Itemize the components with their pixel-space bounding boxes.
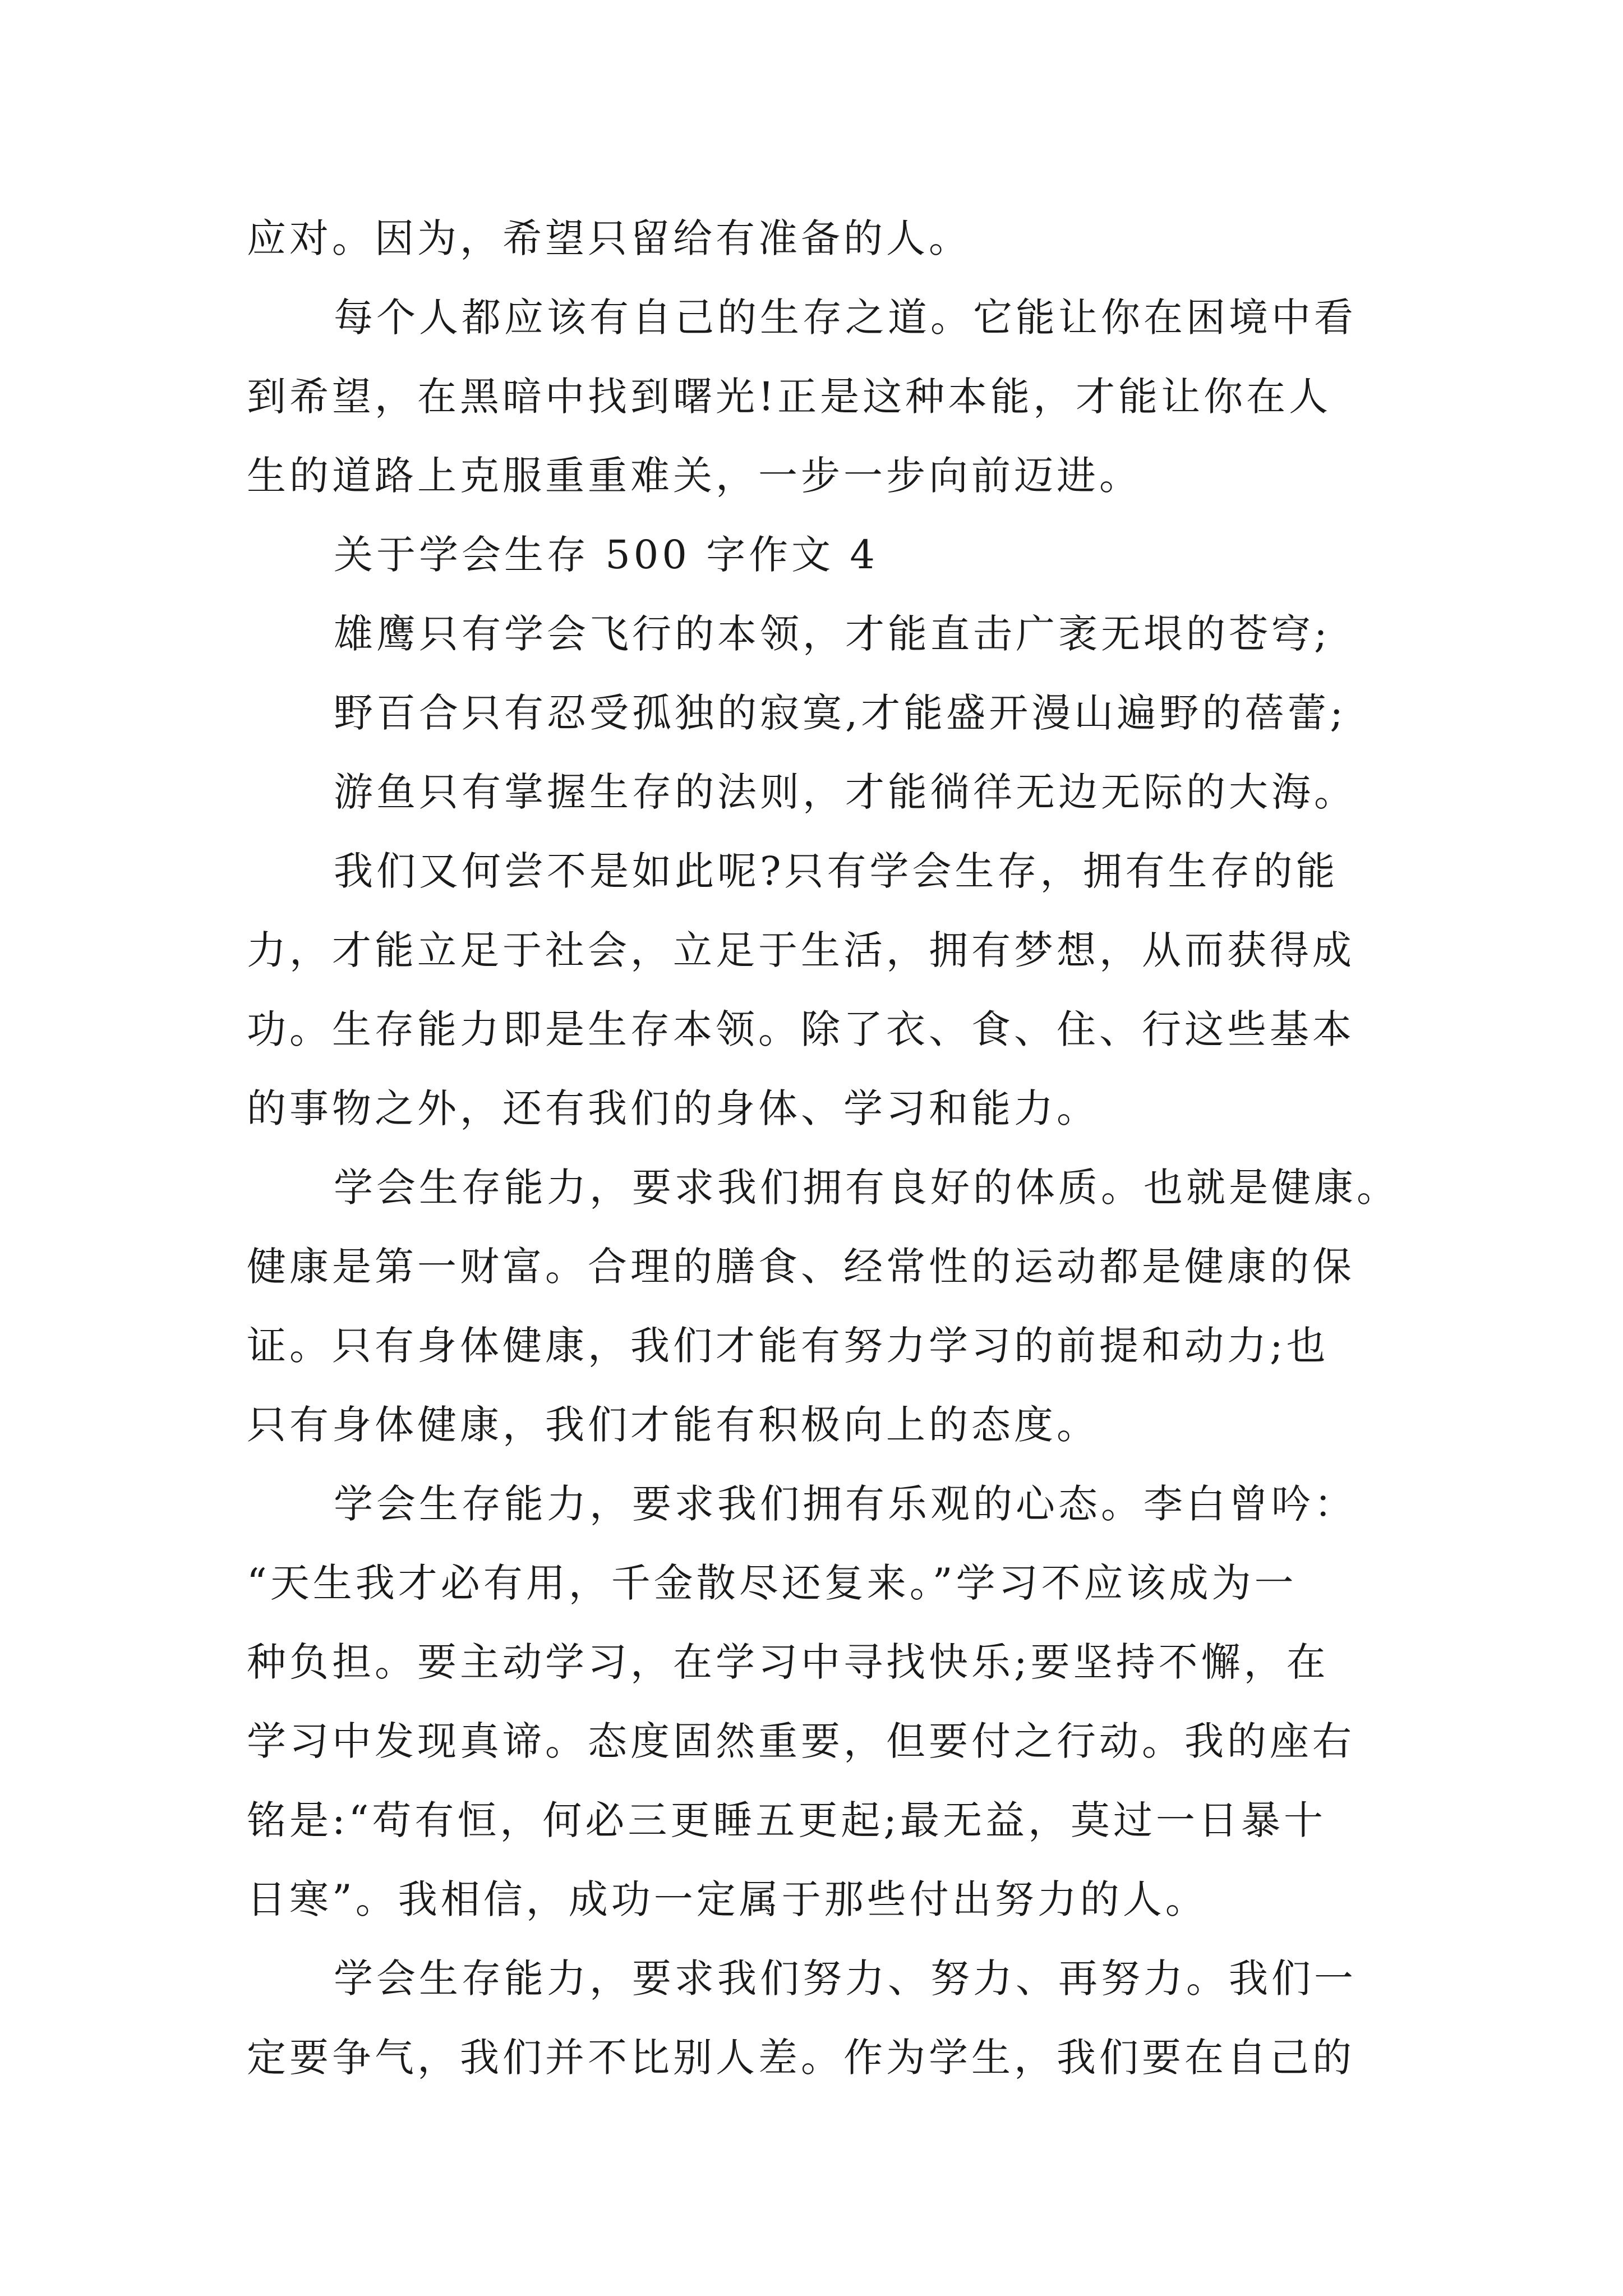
text-line: 定要争气，我们并不比别人差。作为学生，我们要在自己的 <box>247 2035 1355 2081</box>
text-line: 铭是:“苟有恒，何必三更睡五更起;最无益，莫过一日暴十 <box>247 1797 1326 1843</box>
heading-text: 关于学会生存 500 字作文 4 <box>334 532 878 578</box>
paragraph-7 <box>247 1148 1402 1465</box>
text-line: 学习中发现真谛。态度固然重要，但要付之行动。我的座右 <box>247 1718 1355 1764</box>
paragraph-5 <box>247 753 1402 832</box>
text-line: 力，才能立足于社会，立足于生活，拥有梦想，从而获得成 <box>247 927 1355 973</box>
text-line: 到希望，在黑暗中找到曙光!正是这种本能，才能让你在人 <box>247 374 1332 420</box>
paragraph-1 <box>247 199 1402 278</box>
text-line: 游鱼只有掌握生存的法则，才能徜徉无边无际的大海。 <box>334 769 1357 815</box>
text-line: 雄鹰只有学会飞行的本领，才能直击广袤无垠的苍穹; <box>334 611 1331 657</box>
document-body <box>247 199 1402 2097</box>
section-heading <box>247 516 1402 595</box>
paragraph-4 <box>247 674 1402 753</box>
text-line: 野百合只有忍受孤独的寂寞,才能盛开漫山遍野的蓓蕾; <box>334 690 1347 736</box>
text-line: “天生我才必有用，千金散尽还复来。”学习不应该成为一 <box>247 1560 1297 1606</box>
text-line: 学会生存能力，要求我们拥有良好的体质。也就是健康。 <box>334 1165 1399 1211</box>
text-line: 只有身体健康，我们才能有积极向上的态度。 <box>247 1402 1099 1448</box>
text-line: 我们又何尝不是如此呢?只有学会生存，拥有生存的能 <box>334 848 1339 894</box>
text-line: 学会生存能力，要求我们努力、努力、再努力。我们一 <box>334 1955 1357 2001</box>
paragraph-8 <box>247 1465 1402 1939</box>
text-line: 健康是第一财富。合理的膳食、经常性的运动都是健康的保 <box>247 1244 1355 1290</box>
text-line: 功。生存能力即是生存本领。除了衣、食、住、行这些基本 <box>247 1006 1355 1052</box>
text-line: 日寒”。我相信，成功一定属于那些付出努力的人。 <box>247 1876 1208 1922</box>
text-line: 学会生存能力，要求我们拥有乐观的心态。李白曾吟： <box>334 1481 1357 1527</box>
paragraph-2 <box>247 278 1402 516</box>
paragraph-3 <box>247 595 1402 674</box>
text-line: 生的道路上克服重重难关，一步一步向前迈进。 <box>247 453 1142 499</box>
text-line: 每个人都应该有自己的生存之道。它能让你在困境中看 <box>334 295 1357 341</box>
text-line: 种负担。要主动学习，在学习中寻找快乐;要坚持不懈，在 <box>247 1639 1329 1685</box>
text-line: 的事物之外，还有我们的身体、学习和能力。 <box>247 1085 1099 1131</box>
paragraph-6 <box>247 832 1402 1148</box>
paragraph-9 <box>247 1939 1402 2097</box>
text-line: 应对。因为，希望只留给有准备的人。 <box>247 215 971 261</box>
text-line: 证。只有身体健康，我们才能有努力学习的前提和动力;也 <box>247 1323 1329 1369</box>
